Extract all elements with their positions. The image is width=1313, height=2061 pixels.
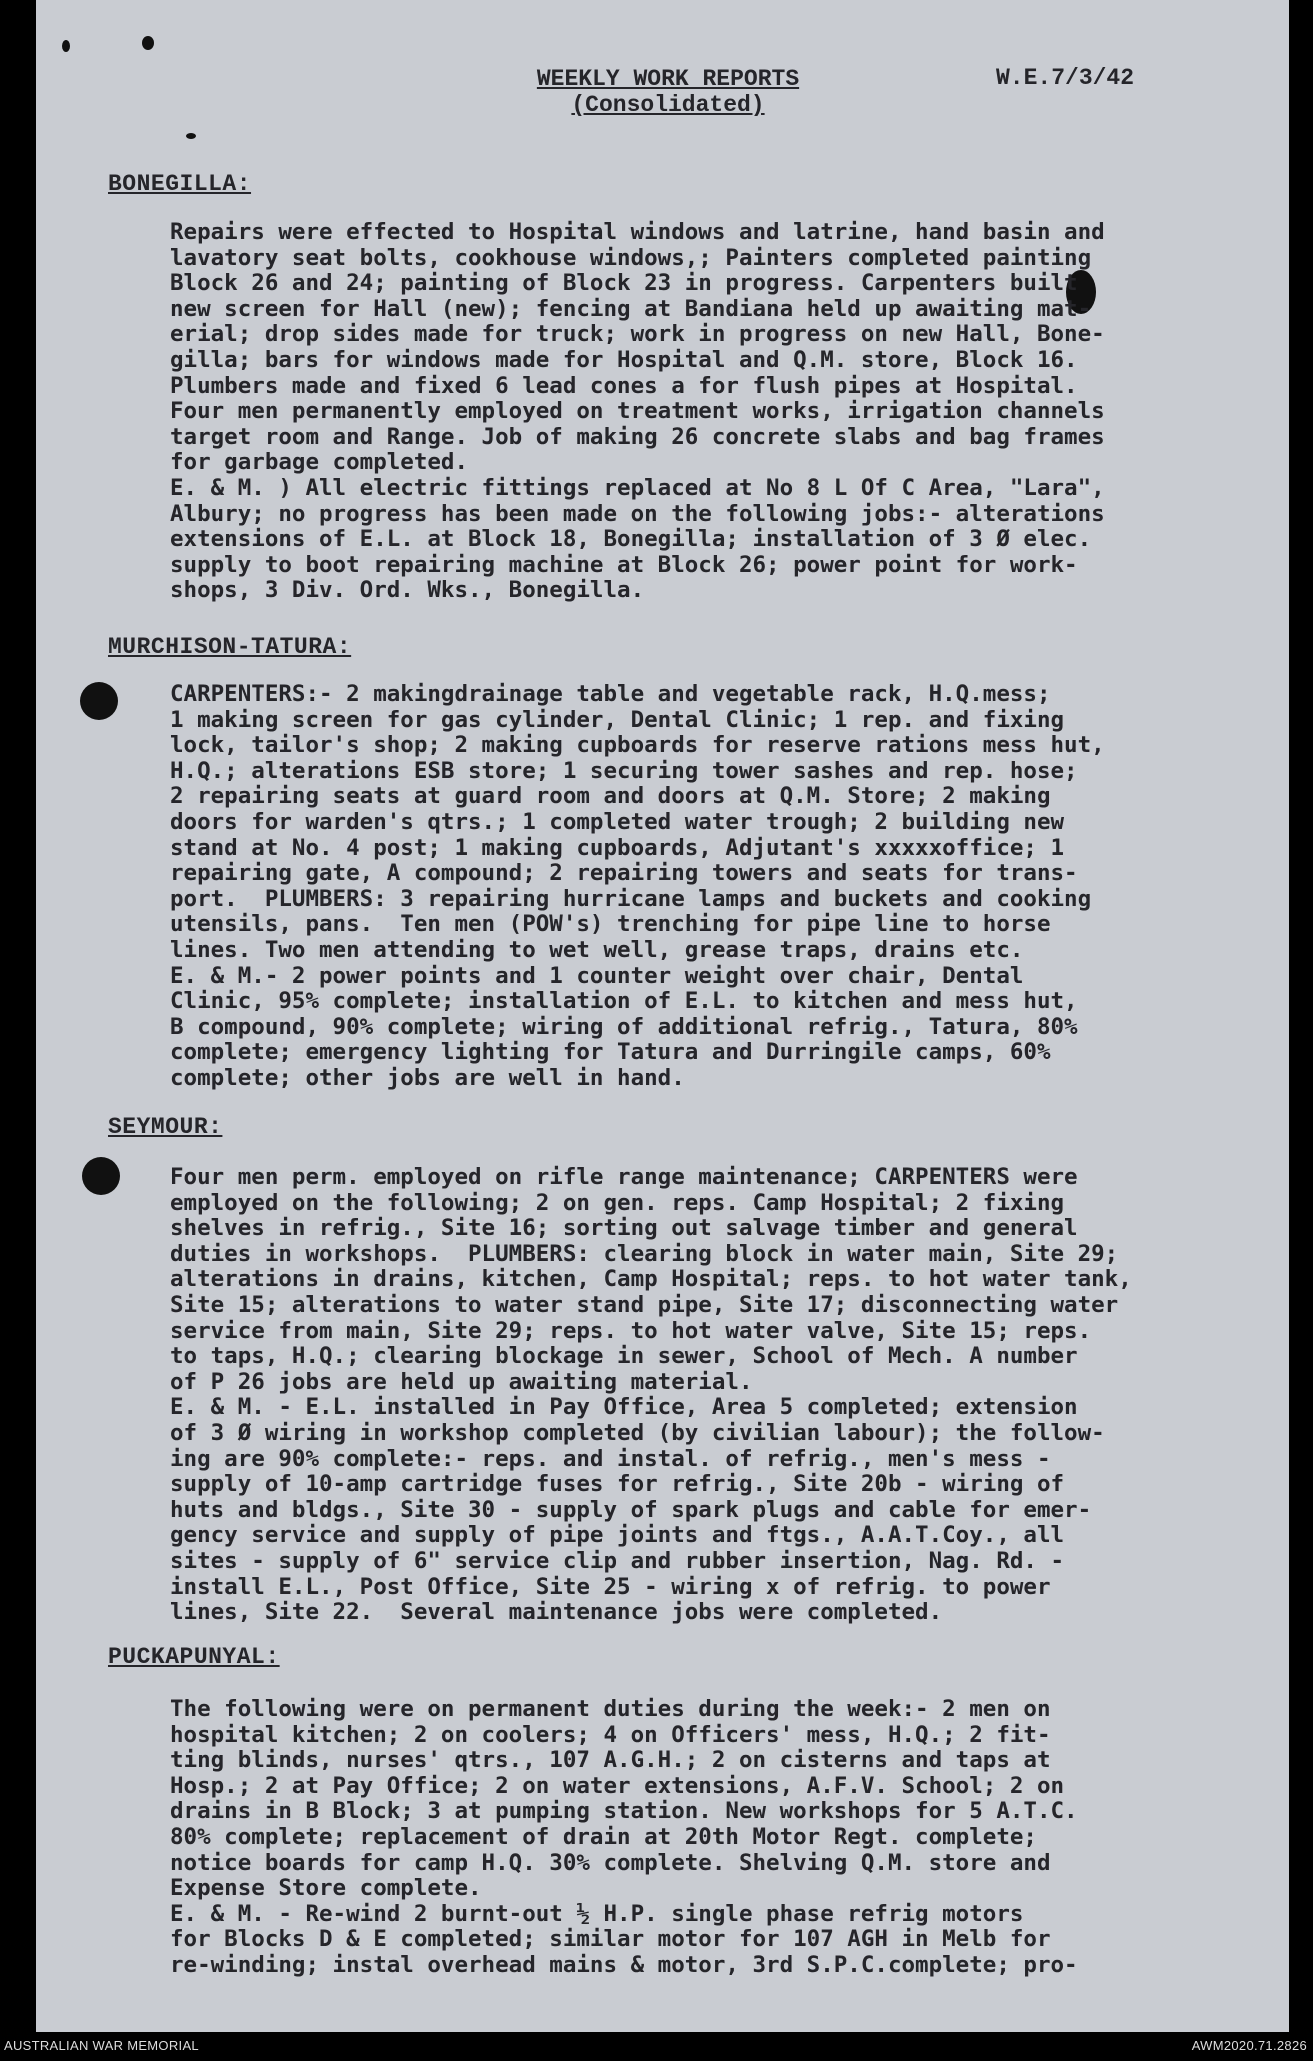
report-reference: W.E.7/3/42 xyxy=(996,65,1135,91)
section-text-seymour: Four men perm. employed on rifle range maintenance; CARPENTERS were employed on the following; 2 on gen. reps. Camp Hospital; 2 fixing shelves in refrig., Site 16; sorting out salvage timber and general duties in workshops. PLUMBERS: clearing block in water main, Site 29; alterations in drains, kitchen, Camp Hospital; reps. to hot water tank, Site 15; alterations to water stand pipe, Site 17; disconnecting water service from main, Site 29; reps. to hot water valve, Site 15; reps. to taps, H.Q.; clearing blockage in sewer, School of Mech. A number of P 26 jobs are held up awaiting material. E. & M. - E.L. installed in Pay Office, Area 5 completed; extension of 3 Ø wiring in workshop completed (by civilian labour); the follow- ing are 90% complete:- reps. and instal. of refrig., men's mess - supply of 10-amp cartridge fuses for refrig., Site 20b - wiring of huts and bldgs., Site 30 - supply of spark plugs and cable for emer- gency service and supply of pipe joints and ftgs., A.A.T.Coy., all sites - supply of 6" service clip and rubber insertion, Nag. Rd. - install E.L., Post Office, Site 25 - wiring x of refrig. to power lines, Site 22. Several maintenance jobs were completed. xyxy=(170,1164,1132,1626)
section-text-murchison-tatura: CARPENTERS:- 2 makingdrainage table and vegetable rack, H.Q.mess; 1 making screen for gas cylinder, Dental Clinic; 1 rep. and fixing lock, tailor's shop; 2 making cupboards for reserve rations mess hut, H.Q.; alterations ESB store; 1 securing tower sashes and rep. hose; 2 repairing seats at guard room and doors at Q.M. Store; 2 making doors for warden's qtrs.; 1 completed water trough; 2 building new stand at No. 4 post; 1 making cupboards, Adjutant's xxxxxoffice; 1 repairing gate, A compound; 2 repairing towers and seats for trans- port. PLUMBERS: 3 repairing hurricane lamps and buckets and cooking utensils, pans. Ten men (POW's) trenching for pipe line to horse lines. Two men attending to wet well, grease traps, drains etc. E. & M.- 2 power points and 1 counter weight over chair, Dental Clinic, 95% complete; installation of E.L. to kitchen and mess hut, B compound, 90% complete; wiring of additional refrig., Tatura, 80% complete; emergency lighting for Tatura and Durringile camps, 60% complete; other jobs are well in hand. xyxy=(170,681,1105,1091)
report-title-block xyxy=(518,66,818,118)
footer-archive-name: AUSTRALIAN WAR MEMORIAL xyxy=(4,2038,199,2053)
section-heading-puckapunyal: PUCKAPUNYAL: xyxy=(108,1644,280,1670)
report-subtitle: (Consolidated) xyxy=(571,92,765,118)
footer-archive-id: AWM2020.71.2826 xyxy=(1191,2038,1307,2053)
section-heading-murchison-tatura: MURCHISON-TATURA: xyxy=(108,634,352,660)
section-text-bonegilla: Repairs were effected to Hospital windows and latrine, hand basin and lavatory seat bolts, cookhouse windows,; Painters completed painting Block 26 and 24; painting of Block 23 in progress. Carpenters built new screen for Hall (new); fencing at Bandiana held up awaiting mat- erial; drop sides made for truck; work in progress on new Hall, Bone- gilla; bars for windows made for Hospital and Q.M. store, Block 16. Plumbers made and fixed 6 lead cones a for flush pipes at Hospital. Four men permanently employed on treatment works, irrigation channels target room and Range. Job of making 26 concrete slabs and bag frames for garbage completed. E. & M. ) All electric fittings replaced at No 8 L Of C Area, "Lara", Albury; no progress has been made on the following jobs:- alterations extensions of E.L. at Block 18, Bonegilla; installation of 3 Ø elec. supply to boot repairing machine at Block 26; power point for work- shops, 3 Div. Ord. Wks., Bonegilla. xyxy=(170,219,1105,604)
section-heading-bonegilla: BONEGILLA: xyxy=(108,171,252,197)
report-title: WEEKLY WORK REPORTS xyxy=(536,66,800,92)
section-text-puckapunyal: The following were on permanent duties during the week:- 2 men on hospital kitchen; 2 on coolers; 4 on Officers' mess, H.Q.; 2 fit- ting blinds, nurses' qtrs., 107 A.G.H.; 2 on cisterns and taps at Hosp.; 2 at Pay Office; 2 on water extensions, A.F.V. School; 2 on drains in B Block; 3 at pumping station. New workshops for 5 A.T.C. 80% complete; replacement of drain at 20th Motor Regt. complete; notice boards for camp H.Q. 30% complete. Shelving Q.M. store and Expense Store complete. E. & M. - Re-wind 2 burnt-out ½ H.P. single phase refrig motors for Blocks D & E completed; similar motor for 107 AGH in Melb for re-winding; instal overhead mains & motor, 3rd S.P.C.complete; pro- xyxy=(170,1696,1078,1978)
section-heading-seymour: SEYMOUR: xyxy=(108,1114,223,1140)
document-text xyxy=(36,0,1289,2032)
document-page xyxy=(36,0,1289,2032)
